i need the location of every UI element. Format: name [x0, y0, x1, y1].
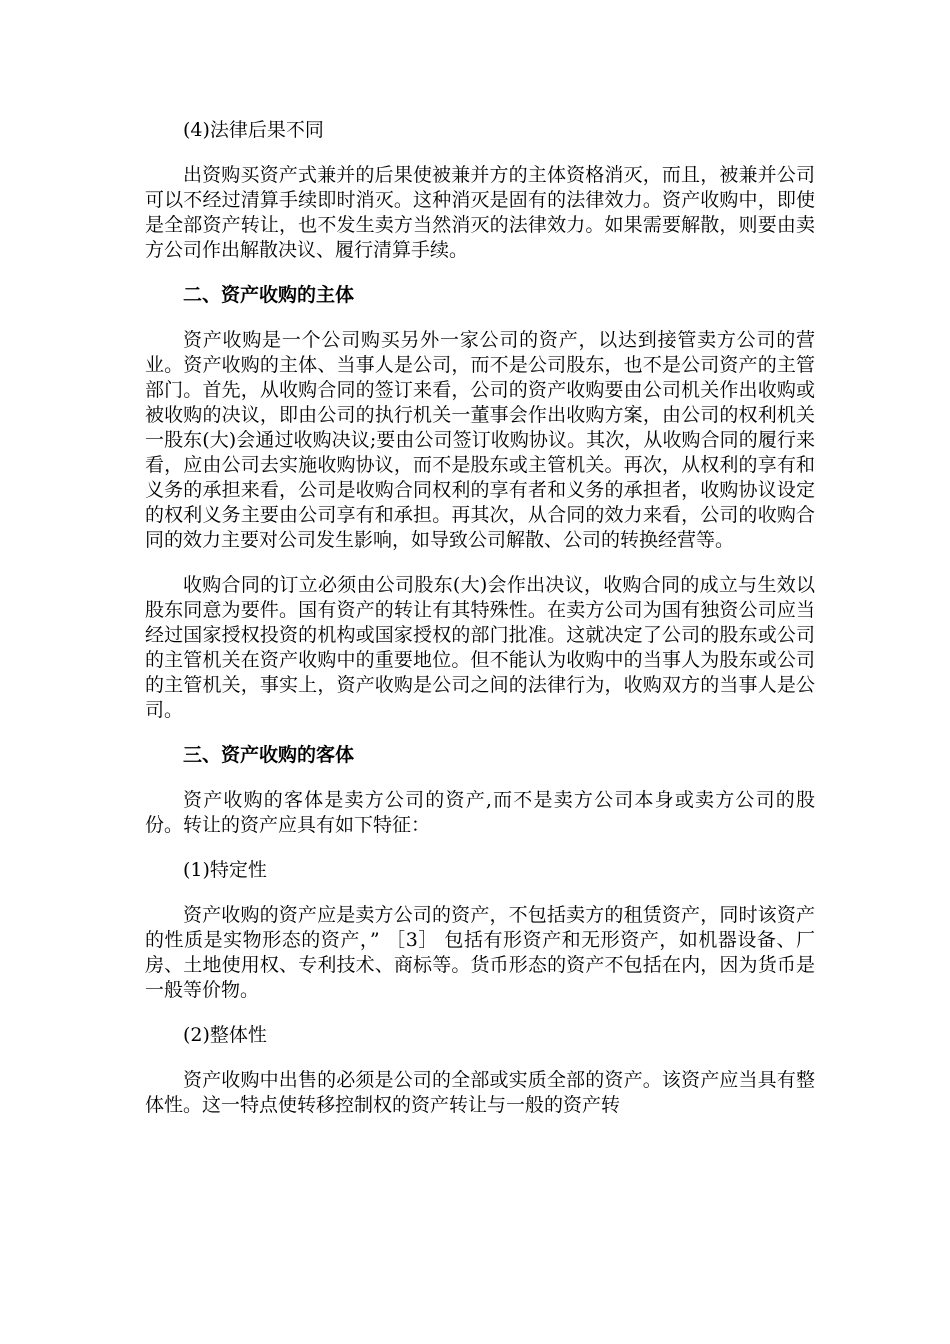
subsection-integrity: (2)整体性	[183, 1024, 267, 1046]
paragraph-integrity: 资产收购中出售的必须是公司的全部或实质全部的资产。该资产应当具有整体性。这一特点使转移控制权的资产转让与一般的资产转	[145, 1069, 815, 1116]
subsection-legal-consequences: (4)法律后果不同	[183, 119, 324, 141]
heading-acquisition-subject: 二、资产收购的主体	[183, 284, 355, 306]
document-page	[145, 118, 815, 1138]
paragraph-contract-resolution: 收购合同的订立必须由公司股东(大)会作出决议，收购合同的成立与生效以股东同意为要件。国有资产的转让有其特殊性。在卖方公司为国有独资公司应当经过国家授权投资的机构或国家授权的部门批准。这就决定了公司的股东或公司的主管机关在资产收购中的重要地位。但不能认为收购中的当事人为股东或公司的主管机关，事实上，资产收购是公司之间的法律行为，收购双方的当事人是公司。	[145, 574, 815, 721]
paragraph-specificity: 资产收购的资产应是卖方公司的资产，不包括卖方的租赁资产，同时该资产的性质是实物形态的资产，” ［3］ 包括有形资产和无形资产，如机器设备、厂房、土地使用权、专利技术、商标等。货币形态的资产不包括在内，因为货币是一般等价物。	[145, 904, 815, 1001]
paragraph-acquisition-subject: 资产收购是一个公司购买另外一家公司的资产，以达到接管卖方公司的营业。资产收购的主体、当事人是公司，而不是公司股东，也不是公司资产的主管部门。首先，从收购合同的签订来看，公司的资产收购要由公司机关作出收购或被收购的决议，即由公司的执行机关一董事会作出收购方案，由公司的权利机关一股东(大)会通过收购决议;要由公司签订收购协议。其次，从收购合同的履行来看，应由公司去实施收购协议，而不是股东或主管机关。再次，从权利的享有和义务的承担来看，公司是收购合同权利的享有者和义务的承担者，收购协议设定的权利义务主要由公司享有和承担。再其次，从合同的效力来看，公司的收购合同的效力主要对公司发生影响，如导致公司解散、公司的转换经营等。	[145, 329, 815, 551]
heading-acquisition-object: 三、资产收购的客体	[183, 744, 355, 766]
paragraph-merger-consequences: 出资购买资产式兼并的后果使被兼并方的主体资格消灭，而且，被兼并公司可以不经过清算手续即时消灭。这种消灭是固有的法律效力。资产收购中，即使是全部资产转让，也不发生卖方当然消灭的法律效力。如果需要解散，则要由卖方公司作出解散决议、履行清算手续。	[145, 164, 815, 261]
subsection-specificity: (1)特定性	[183, 859, 267, 881]
paragraph-acquisition-object: 资产收购的客体是卖方公司的资产,而不是卖方公司本身或卖方公司的股份。转让的资产应具有如下特征：	[145, 789, 815, 836]
